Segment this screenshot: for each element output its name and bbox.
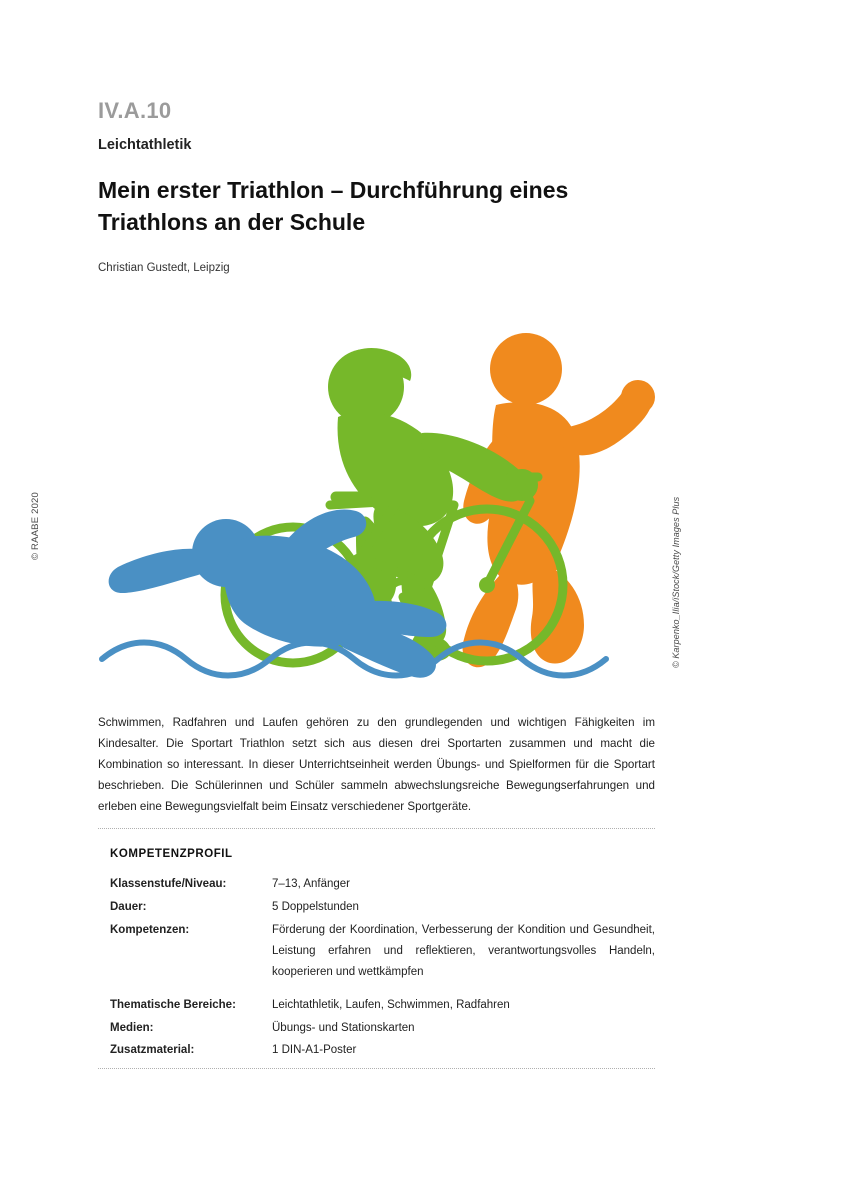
divider-top bbox=[98, 828, 655, 829]
left-copyright: © RAABE 2020 bbox=[30, 491, 41, 560]
document-code: IV.A.10 bbox=[98, 98, 172, 123]
table-row bbox=[110, 920, 655, 985]
profile-heading: KOMPETENZPROFIL bbox=[110, 848, 233, 860]
author-line: Christian Gustedt, Leipzig bbox=[98, 262, 230, 275]
profile-value: Leichtathletik, Laufen, Schwimmen, Radfahren bbox=[272, 998, 510, 1011]
table-row bbox=[110, 897, 655, 920]
header-block bbox=[98, 0, 655, 274]
divider-bottom bbox=[98, 1068, 655, 1069]
profile-label: Kompetenzen: bbox=[110, 923, 190, 936]
profile-label: Dauer: bbox=[110, 900, 147, 913]
profile-value: Förderung der Koordination, Verbesserung der Kondition und Gesundheit, Leistung erfahren und reflektieren, verantwortungsvolles Handeln, kooperieren und wettkämpfen bbox=[272, 923, 655, 978]
profile-label: Medien: bbox=[110, 1021, 154, 1034]
profile-label: Zusatzmaterial: bbox=[110, 1044, 195, 1057]
profile-value: 7–13, Anfänger bbox=[272, 878, 351, 890]
table-row bbox=[110, 874, 655, 897]
page-title: Mein erster Triathlon – Durchführung eines Triathlons an der Schule bbox=[98, 177, 569, 235]
table-row bbox=[110, 1040, 655, 1063]
competence-profile bbox=[110, 848, 655, 1063]
profile-value: 1 DIN-A1-Poster bbox=[272, 1044, 357, 1057]
profile-table bbox=[110, 874, 655, 1063]
table-row bbox=[110, 1018, 655, 1041]
table-row bbox=[110, 985, 655, 1018]
profile-value: 5 Doppelstunden bbox=[272, 900, 359, 913]
subject-label: Leichtathletik bbox=[98, 137, 192, 153]
triathlon-illustration bbox=[98, 305, 658, 680]
intro-paragraph: Schwimmen, Radfahren und Laufen gehören zu den grundlegenden und wichtigen Fähigkeiten im Kindesalter. Die Sportart Triathlon setzt sich aus diesen drei Sportarten zusammen und macht die Kombination so interessant. In dieser Unterrichtseinheit werden Übungs- und Spielformen für die Sportart beschrieben. Die Schülerinnen und Schüler sammeln abwechslungsreiche Bewegungserfahrungen und erleben eine Bewegungsvielfalt beim Einsatz verschiedener Sportgeräte. bbox=[98, 715, 655, 813]
image-credit: © Karpenko_Ilia/iStock/Getty Images Plus bbox=[671, 496, 681, 668]
profile-label: Thematische Bereiche: bbox=[110, 998, 236, 1011]
profile-value: Übungs- und Stationskarten bbox=[272, 1021, 415, 1034]
profile-label: Klassenstufe/Niveau: bbox=[110, 878, 227, 890]
